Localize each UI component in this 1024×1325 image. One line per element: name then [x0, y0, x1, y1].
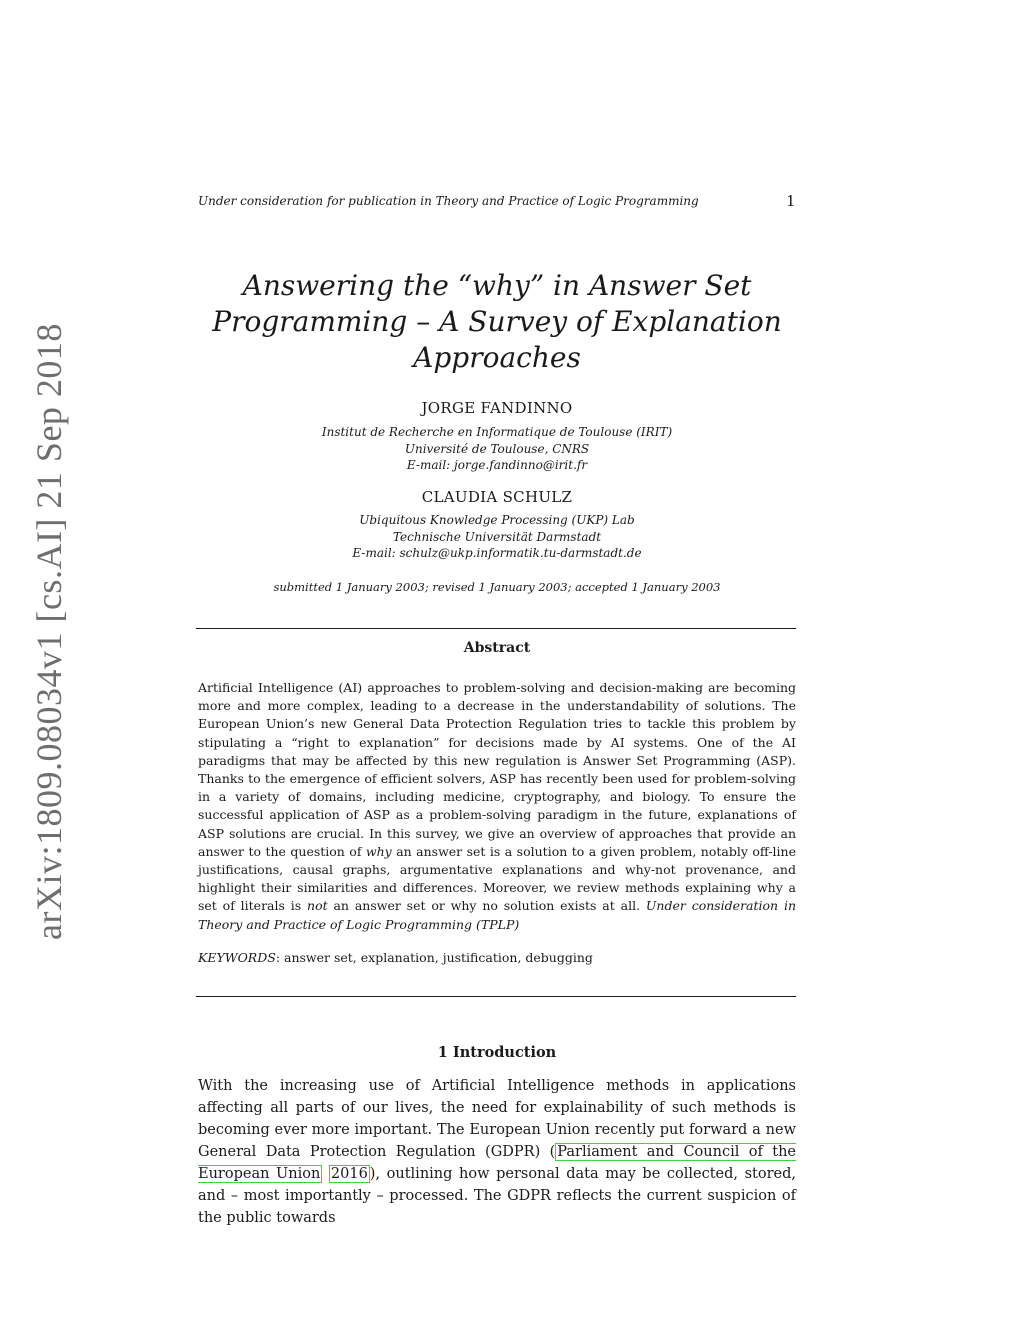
introduction-paragraph [198, 1075, 796, 1229]
section-heading-introduction: 1 Introduction [437, 1044, 557, 1061]
paper-title [198, 268, 796, 376]
citation-link[interactable]: Parliament and Council of the European Union [198, 1144, 796, 1182]
abstract-emphasis: not [307, 898, 328, 914]
author-email[interactable]: E-mail: schulz@ukp.informatik.tu-darmstadt.de [352, 546, 642, 560]
abstract-text [198, 679, 796, 934]
submission-dates: submitted 1 January 2003; revised 1 January 2003; accepted 1 January 2003 [273, 580, 721, 594]
page-number: 1 [786, 192, 796, 210]
affiliation-line: Université de Toulouse, CNRS [404, 441, 590, 456]
author-affiliation-1 [198, 424, 796, 474]
keywords [198, 950, 796, 965]
title-line: Programming – A Survey of Explanation [212, 305, 782, 338]
author-name-1: JORGE FANDINNO [421, 399, 573, 417]
running-head: Under consideration for publication in Theory and Practice of Logic Programming [198, 194, 699, 208]
author-name-2: CLAUDIA SCHULZ [421, 488, 573, 506]
abstract-bottom-rule [196, 996, 796, 997]
abstract-text-part: an answer set or why no solution exists at all. [327, 898, 646, 914]
abstract-emphasis: Under consideration in Theory and Practice of Logic Programming (TPLP) [198, 898, 796, 932]
author-email[interactable]: E-mail: jorge.fandinno@irit.fr [406, 458, 588, 472]
paragraph-text: With the increasing use of Artificial Intelligence methods in applications affecting all parts of our lives, the need for explainability of such methods is becoming ever more important. The European Union recently put forward a new General Data Protection Regulation (GDPR) ( [198, 1078, 796, 1160]
keywords-list: : answer set, explanation, justification, debugging [275, 950, 593, 965]
abstract-top-rule [196, 628, 796, 629]
arxiv-identifier-stamp: arXiv:1809.08034v1 [cs.AI] 21 Sep 2018 [29, 323, 69, 940]
paragraph-text: ), outlining how personal data may be collected, stored, and – most importantly – processed. The GDPR reflects the current suspicion of the public towards [198, 1166, 796, 1226]
title-line: Answering the “why” in Answer Set [242, 269, 752, 302]
abstract-heading: Abstract [463, 640, 531, 656]
citation-year-link[interactable]: 2016 [330, 1166, 368, 1182]
abstract-emphasis: why [365, 843, 392, 859]
keywords-label: KEYWORDS [198, 950, 276, 965]
title-line: Approaches [413, 341, 581, 374]
affiliation-line: Institut de Recherche en Informatique de Toulouse (IRIT) [321, 425, 673, 439]
abstract-text-part: Artificial Intelligence (AI) approaches to problem-solving and decision-making are becoming more and more complex, leading to a decrease in the understandability of solutions. The European Union’s new General Data Protection Regulation tries to tackle this problem by stipulating a “right to explanation” for decisions made by AI systems. One of the AI paradigms that may be affected by this new regulation is Answer Set Programming (ASP). Thanks to the emergence of efficient solvers, ASP has recently been used for problem-solving in a variety of domains, including medicine, cryptography, and biology. To ensure the successful application of ASP as a problem-solving paradigm in the future, explanations of ASP solutions are crucial. In this survey, we give an overview of approaches that provide an answer to the question of [198, 680, 796, 859]
affiliation-line: Technische Universität Darmstadt [392, 529, 602, 544]
author-affiliation-2 [198, 512, 796, 562]
affiliation-line: Ubiquitous Knowledge Processing (UKP) Lab [359, 513, 635, 527]
abstract-text-part: an answer set is a solution to a given problem, notably off-line justifications, causal graphs, argumentative explanations and why-not provenance, and highlight their similarities and differences. Moreover, we review methods explaining why a set of literals is [198, 843, 796, 914]
